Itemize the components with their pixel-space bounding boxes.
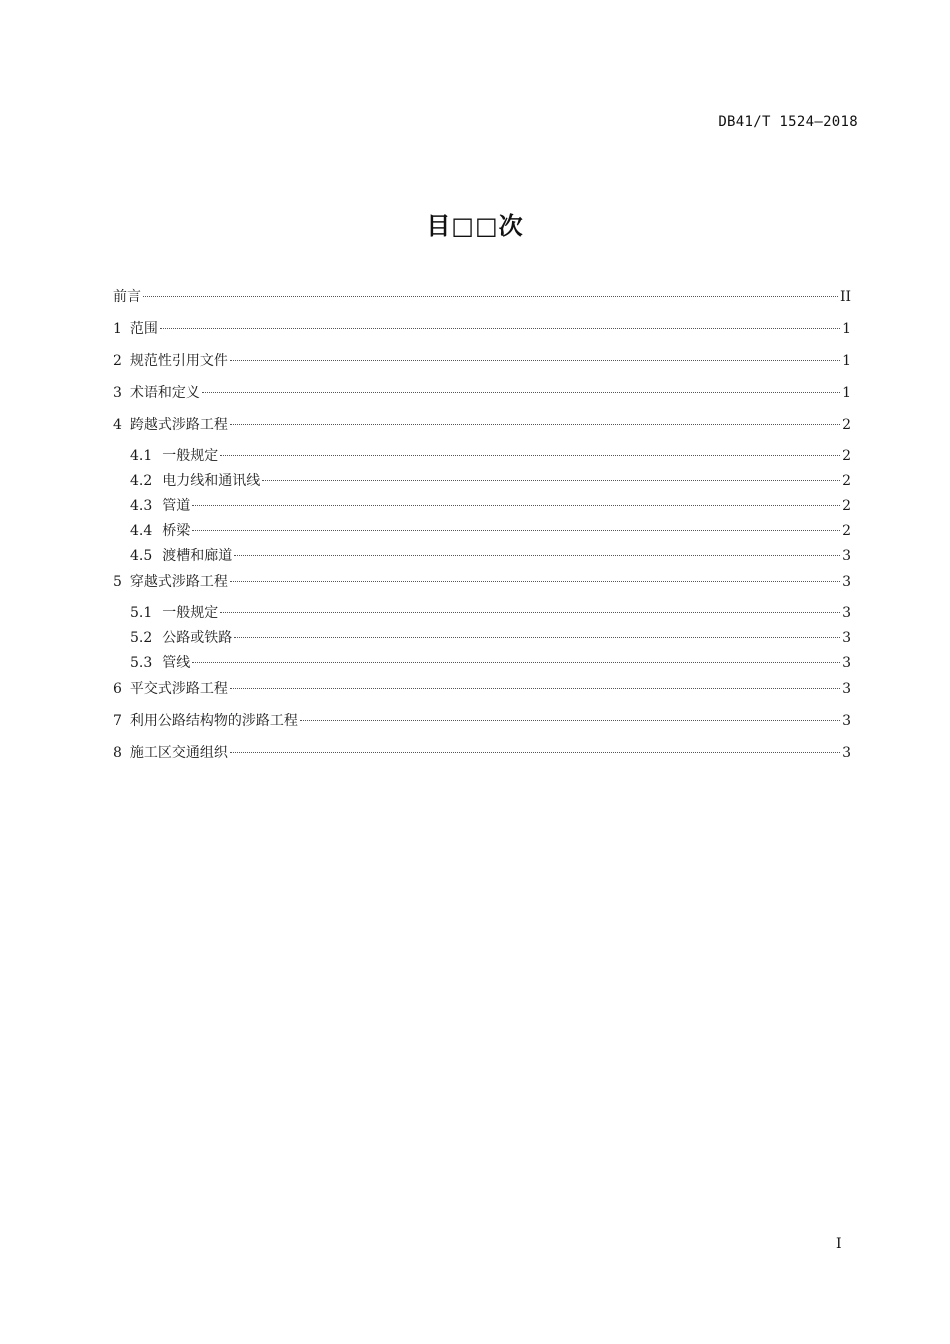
toc-entry-label: 施工区交通组织 <box>129 745 228 761</box>
toc-entry[interactable] <box>113 350 851 382</box>
toc-entry-page: 3 <box>842 548 851 564</box>
toc-entry-label: 范围 <box>129 321 158 337</box>
toc-dot-leader <box>220 455 840 456</box>
toc-entry-number: 7 <box>113 713 122 729</box>
page-number: I <box>836 1236 842 1252</box>
toc-entry[interactable] <box>113 710 851 742</box>
toc-entry[interactable] <box>113 546 851 571</box>
toc-dot-leader <box>262 480 840 481</box>
toc-entry-number: 8 <box>113 745 122 761</box>
toc-entry-number: 6 <box>113 681 122 697</box>
toc-dot-leader <box>202 392 840 393</box>
toc-dot-leader <box>143 296 838 297</box>
toc-entry-page: 3 <box>842 681 851 697</box>
toc-entry[interactable] <box>113 742 851 774</box>
toc-entry-page: 1 <box>842 385 851 401</box>
toc-entry-page: 3 <box>842 745 851 761</box>
toc-entry-label: 术语和定义 <box>129 385 200 401</box>
toc-entry[interactable] <box>113 603 851 628</box>
toc-entry-label: 跨越式涉路工程 <box>129 417 228 433</box>
toc-entry-number: 5.1 <box>130 605 153 621</box>
toc-entry-label: 管道 <box>162 498 191 514</box>
toc-entry-page: 3 <box>842 574 851 590</box>
toc-entry[interactable] <box>113 678 851 710</box>
toc-dot-leader <box>192 662 840 663</box>
toc-entry-label: 穿越式涉路工程 <box>129 574 228 590</box>
toc-entry-number: 4.3 <box>130 498 153 514</box>
toc-dot-leader <box>230 424 840 425</box>
toc-entry-number: 4.1 <box>130 448 153 464</box>
toc-dot-leader <box>230 360 840 361</box>
toc-entry[interactable] <box>113 571 851 603</box>
toc-entry-number: 2 <box>113 353 122 369</box>
toc-entry-number: 4 <box>113 417 122 433</box>
toc-entry-page: 3 <box>842 605 851 621</box>
toc-entry-page: 2 <box>842 448 851 464</box>
toc-dot-leader <box>300 720 840 721</box>
toc-entry-number: 1 <box>113 321 122 337</box>
toc-entry-label: 桥梁 <box>162 523 191 539</box>
toc-entry-label: 管线 <box>162 655 191 671</box>
toc-entry-label: 前言 <box>113 289 141 305</box>
toc-entry-label: 利用公路结构物的涉路工程 <box>129 713 298 729</box>
document-code: DB41/T 1524—2018 <box>718 114 858 130</box>
toc-dot-leader <box>220 612 840 613</box>
toc-entry[interactable] <box>113 496 851 521</box>
toc-entry-page: 2 <box>842 498 851 514</box>
toc-entry-label: 规范性引用文件 <box>129 353 228 369</box>
toc-entry-page: 2 <box>842 473 851 489</box>
toc-dot-leader <box>192 505 840 506</box>
toc-entry[interactable] <box>113 414 851 446</box>
toc-dot-leader <box>230 752 840 753</box>
toc-entry-page: 3 <box>842 713 851 729</box>
toc-dot-leader <box>230 688 840 689</box>
toc-entry-page: 2 <box>842 417 851 433</box>
toc-entry-number: 4.4 <box>130 523 153 539</box>
toc-dot-leader <box>160 328 840 329</box>
toc-entry-number: 4.2 <box>130 473 153 489</box>
toc-entry-label: 电力线和通讯线 <box>162 473 261 489</box>
toc-entry[interactable] <box>113 653 851 678</box>
toc-entry-label: 公路或铁路 <box>162 630 233 646</box>
toc-entry[interactable] <box>113 628 851 653</box>
toc-entry-page: 3 <box>842 655 851 671</box>
toc-entry-label: 渡槽和廊道 <box>162 548 233 564</box>
toc-dot-leader <box>234 637 840 638</box>
toc-entry-label: 平交式涉路工程 <box>129 681 228 697</box>
toc-dot-leader <box>192 530 840 531</box>
toc-entry[interactable] <box>113 318 851 350</box>
toc-entry[interactable] <box>113 521 851 546</box>
toc-entry[interactable] <box>113 471 851 496</box>
toc-entry-number: 5.3 <box>130 655 153 671</box>
toc-dot-leader <box>234 555 840 556</box>
toc-entry[interactable] <box>113 286 851 318</box>
toc-entry[interactable] <box>113 446 851 471</box>
toc-entry-number: 5 <box>113 574 122 590</box>
toc-entry-label: 一般规定 <box>162 605 219 621</box>
toc-entry-number: 3 <box>113 385 122 401</box>
toc-entry-number: 5.2 <box>130 630 153 646</box>
toc-title: 目□□次 <box>426 212 524 240</box>
toc-entry-page: 1 <box>842 353 851 369</box>
toc-entry-page: 3 <box>842 630 851 646</box>
toc-dot-leader <box>230 581 840 582</box>
toc-entry-page: 1 <box>842 321 851 337</box>
toc-entry-label: 一般规定 <box>162 448 219 464</box>
toc-entry-page: II <box>839 289 851 305</box>
toc-entry-page: 2 <box>842 523 851 539</box>
table-of-contents <box>113 286 851 774</box>
toc-entry-number: 4.5 <box>130 548 153 564</box>
toc-entry[interactable] <box>113 382 851 414</box>
